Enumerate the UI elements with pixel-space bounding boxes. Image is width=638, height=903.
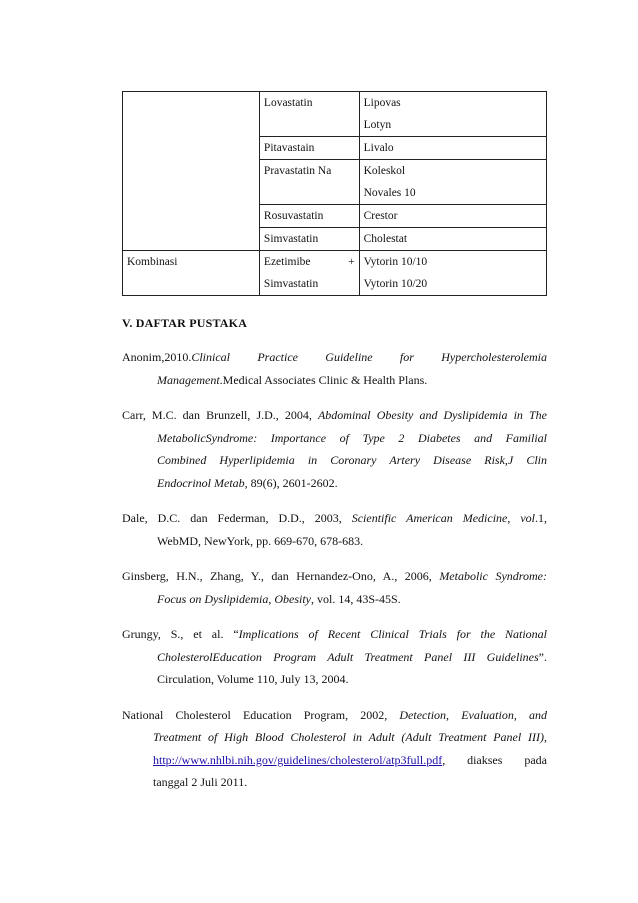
ref-text: , vol. 14, 43S-45S.	[310, 591, 401, 606]
table-cell-group	[123, 251, 260, 296]
table-cell-brand	[359, 205, 546, 228]
reference-item	[122, 565, 547, 610]
drug-name: Simvastatin	[263, 278, 319, 290]
ref-text: ,	[507, 511, 521, 525]
table-cell-brand	[359, 251, 546, 296]
drug-name: Rosuvastatin	[263, 210, 324, 222]
reference-link[interactable]: http://www.nhlbi.nih.gov/guidelines/cholesterol/atp3full.pdf	[153, 752, 443, 767]
ref-text: .Medical Associates Clinic & Health Plans.	[219, 372, 428, 387]
ref-text: Anonim,2010.	[122, 350, 192, 364]
ref-title: Treatment of High Blood Cholesterol in Adult (Adult Treatment Panel III)	[153, 730, 544, 744]
ref-text: Carr, M.C. dan Brunzell, J.D., 2004,	[122, 408, 318, 422]
table-cell-brand	[359, 92, 546, 137]
brand-name: Vytorin 10/20	[363, 278, 428, 290]
ref-title: Abdominal Obesity and Dyslipidemia in The	[317, 408, 547, 422]
brand-name: Lotyn	[363, 119, 392, 131]
drug-name: Simvastatin	[263, 233, 319, 245]
ref-title: CholesterolEducation Program Adult Treatment Panel III Guidelines	[157, 649, 539, 664]
table-cell-drug	[259, 228, 359, 251]
ref-title: Management	[157, 372, 220, 387]
ref-text: National Cholesterol Education Program, 2002,	[122, 707, 400, 722]
brand-name: Livalo	[363, 142, 394, 154]
table-cell-brand	[359, 160, 546, 205]
table-cell-drug	[259, 137, 359, 160]
ref-text: ,	[268, 591, 275, 606]
table-cell-brand	[359, 137, 546, 160]
table-row-combination	[123, 251, 547, 296]
ref-text: ,	[544, 730, 547, 744]
brand-name: Koleskol	[363, 165, 406, 177]
reference-item	[122, 507, 547, 552]
ref-title: Combined Hyperlipidemia in Coronary Artery Disease Risk,J Clin	[157, 453, 547, 467]
ref-text: Circulation, Volume 110, July 13, 2004.	[157, 672, 349, 686]
reference-item	[122, 623, 547, 691]
ref-title: Scientific American Medicine	[351, 511, 508, 525]
drug-name: Pravastatin Na	[263, 165, 332, 177]
ref-text: , 89(6), 2601-2602.	[244, 475, 338, 490]
reference-item	[122, 404, 547, 494]
ref-journal: Endocrinol Metab	[157, 475, 245, 490]
ref-title: Detection, Evaluation, and	[399, 707, 547, 722]
table-row	[123, 92, 547, 137]
plus-sign: +	[348, 256, 355, 268]
ref-title: MetabolicSyndrome: Importance of Type 2 Diabetes and Familial	[157, 430, 547, 445]
ref-text: , diakses pada	[442, 752, 547, 767]
table-cell-brand	[359, 228, 546, 251]
ref-text: ”.	[538, 649, 547, 664]
brand-name: Lipovas	[363, 97, 401, 109]
ref-title: Focus on Dyslipidemia	[157, 591, 269, 606]
brand-name: Cholestat	[363, 233, 408, 245]
drug-name: Pitavastain	[263, 142, 315, 154]
brand-name: Crestor	[363, 210, 398, 222]
ref-text: WebMD, NewYork, pp. 669-670, 678-683.	[157, 533, 364, 548]
ref-text: Ginsberg, H.N., Zhang, Y., dan Hernandez-Ono, A., 2006,	[122, 569, 440, 583]
ref-text: Grungy, S., et al. “	[122, 627, 239, 641]
statin-table	[122, 91, 547, 296]
brand-name: Novales 10	[363, 187, 416, 199]
table-cell-drug	[259, 251, 359, 296]
ref-title: Clinical Practice Guideline for Hypercholesterolemia	[191, 350, 547, 364]
ref-text: .1,	[535, 511, 548, 525]
table-cell-group-empty	[123, 92, 260, 251]
brand-name: Vytorin 10/10	[363, 256, 428, 268]
reference-item	[122, 704, 547, 794]
group-label: Kombinasi	[127, 256, 178, 268]
table-cell-drug	[259, 160, 359, 205]
ref-title: Metabolic Syndrome:	[439, 569, 547, 583]
table-cell-drug	[259, 92, 359, 137]
section-heading: V. DAFTAR PUSTAKA	[122, 316, 248, 330]
table-cell-drug	[259, 205, 359, 228]
reference-item	[122, 346, 547, 391]
drug-name: Ezetimibe	[263, 256, 311, 268]
drug-name: Lovastatin	[263, 97, 313, 109]
ref-journal: Obesity	[274, 591, 311, 606]
reference-list	[122, 346, 547, 794]
ref-vol: vol	[520, 511, 536, 525]
ref-title: Implications of Recent Clinical Trials for the National	[238, 627, 548, 641]
ref-text: tanggal 2 Juli 2011.	[153, 775, 248, 789]
ref-text: Dale, D.C. dan Federman, D.D., 2003,	[122, 511, 352, 525]
